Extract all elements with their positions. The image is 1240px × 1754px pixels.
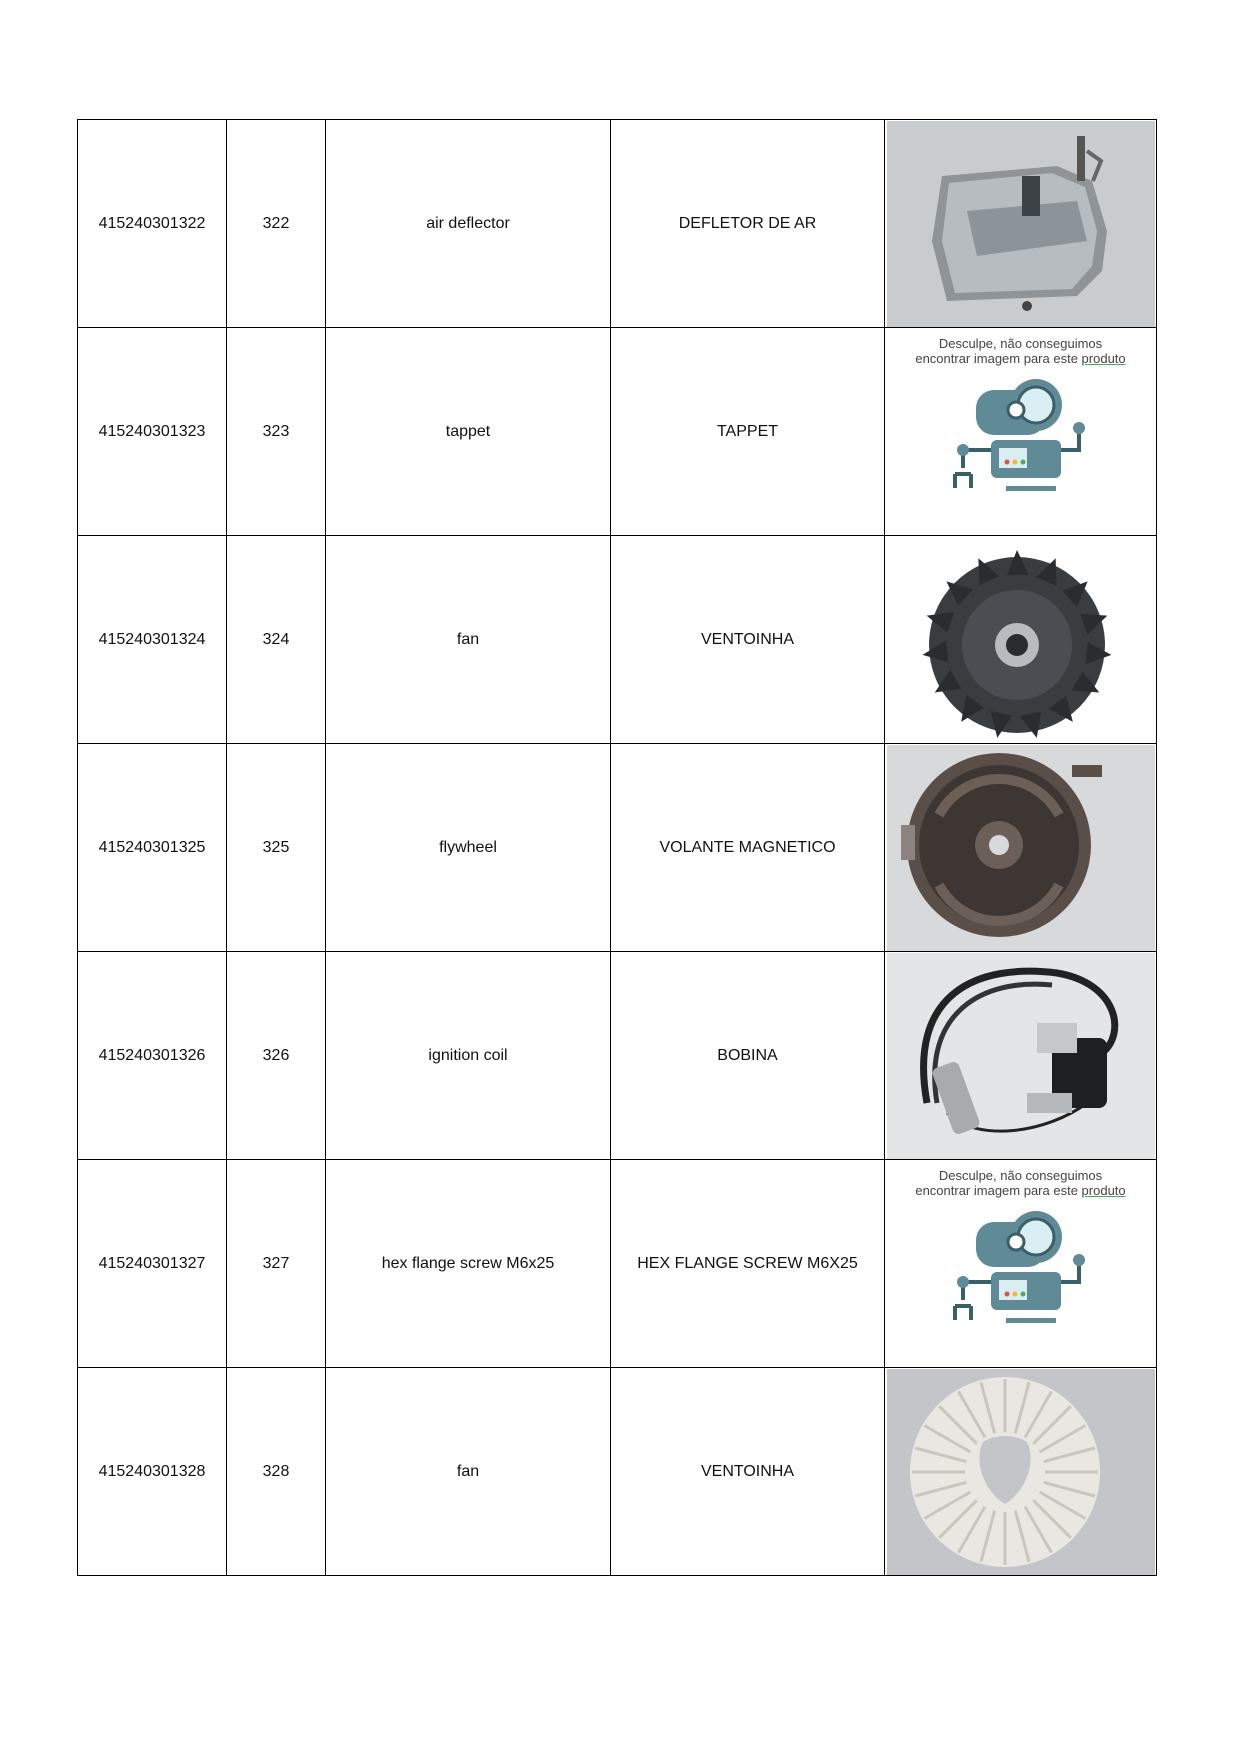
placeholder-line2-link: produto bbox=[1081, 1182, 1126, 1198]
part-code: 415240301325 bbox=[78, 744, 227, 952]
white-fan-photo bbox=[887, 1369, 1155, 1575]
part-code: 415240301326 bbox=[78, 952, 227, 1160]
part-code: 415240301323 bbox=[78, 328, 227, 536]
placeholder-line1: Desculpe, não conseguimos bbox=[938, 335, 1103, 351]
table-row bbox=[78, 1368, 1157, 1576]
part-code: 415240301322 bbox=[78, 120, 227, 328]
part-image-cell bbox=[885, 328, 1157, 536]
part-description-pt: BOBINA bbox=[611, 952, 885, 1160]
part-description-en: fan bbox=[326, 536, 611, 744]
table-row bbox=[78, 536, 1157, 744]
part-image-cell bbox=[885, 952, 1157, 1160]
part-ref: 324 bbox=[227, 536, 326, 744]
part-description-en: fan bbox=[326, 1368, 611, 1576]
no-image-placeholder bbox=[888, 1162, 1154, 1366]
part-description-pt: VENTOINHA bbox=[611, 536, 885, 744]
robot-icon bbox=[941, 1202, 1101, 1342]
part-description-pt: VENTOINHA bbox=[611, 1368, 885, 1576]
table-row bbox=[78, 328, 1157, 536]
part-ref: 325 bbox=[227, 744, 326, 952]
part-image-cell bbox=[885, 744, 1157, 952]
placeholder-line2: encontrar imagem para este bbox=[915, 350, 1082, 366]
part-description-en: air deflector bbox=[326, 120, 611, 328]
part-description-en: hex flange screw M6x25 bbox=[326, 1160, 611, 1368]
placeholder-line1: Desculpe, não conseguimos bbox=[938, 1167, 1103, 1183]
part-code: 415240301327 bbox=[78, 1160, 227, 1368]
part-description-en: tappet bbox=[326, 328, 611, 536]
part-image-cell bbox=[885, 1160, 1157, 1368]
dark-fan-photo bbox=[887, 537, 1155, 743]
placeholder-line2: encontrar imagem para este bbox=[915, 1182, 1082, 1198]
part-code: 415240301328 bbox=[78, 1368, 227, 1576]
part-image-cell bbox=[885, 1368, 1157, 1576]
placeholder-line2-link: produto bbox=[1081, 350, 1126, 366]
part-code: 415240301324 bbox=[78, 536, 227, 744]
part-description-en: flywheel bbox=[326, 744, 611, 952]
part-ref: 322 bbox=[227, 120, 326, 328]
part-image-cell bbox=[885, 536, 1157, 744]
part-ref: 328 bbox=[227, 1368, 326, 1576]
table-row bbox=[78, 744, 1157, 952]
table-row bbox=[78, 1160, 1157, 1368]
table-row bbox=[78, 952, 1157, 1160]
flywheel-photo bbox=[887, 745, 1155, 951]
part-description-en: ignition coil bbox=[326, 952, 611, 1160]
part-image-cell bbox=[885, 120, 1157, 328]
parts-table bbox=[77, 119, 1157, 1576]
robot-icon bbox=[941, 370, 1101, 510]
part-ref: 323 bbox=[227, 328, 326, 536]
table-row bbox=[78, 120, 1157, 328]
part-ref: 326 bbox=[227, 952, 326, 1160]
part-ref: 327 bbox=[227, 1160, 326, 1368]
no-image-placeholder bbox=[888, 330, 1154, 534]
part-description-pt: VOLANTE MAGNETICO bbox=[611, 744, 885, 952]
part-description-pt: HEX FLANGE SCREW M6X25 bbox=[611, 1160, 885, 1368]
ignition-coil-photo bbox=[887, 953, 1155, 1159]
part-description-pt: TAPPET bbox=[611, 328, 885, 536]
part-description-pt: DEFLETOR DE AR bbox=[611, 120, 885, 328]
air-deflector-photo bbox=[887, 121, 1155, 327]
